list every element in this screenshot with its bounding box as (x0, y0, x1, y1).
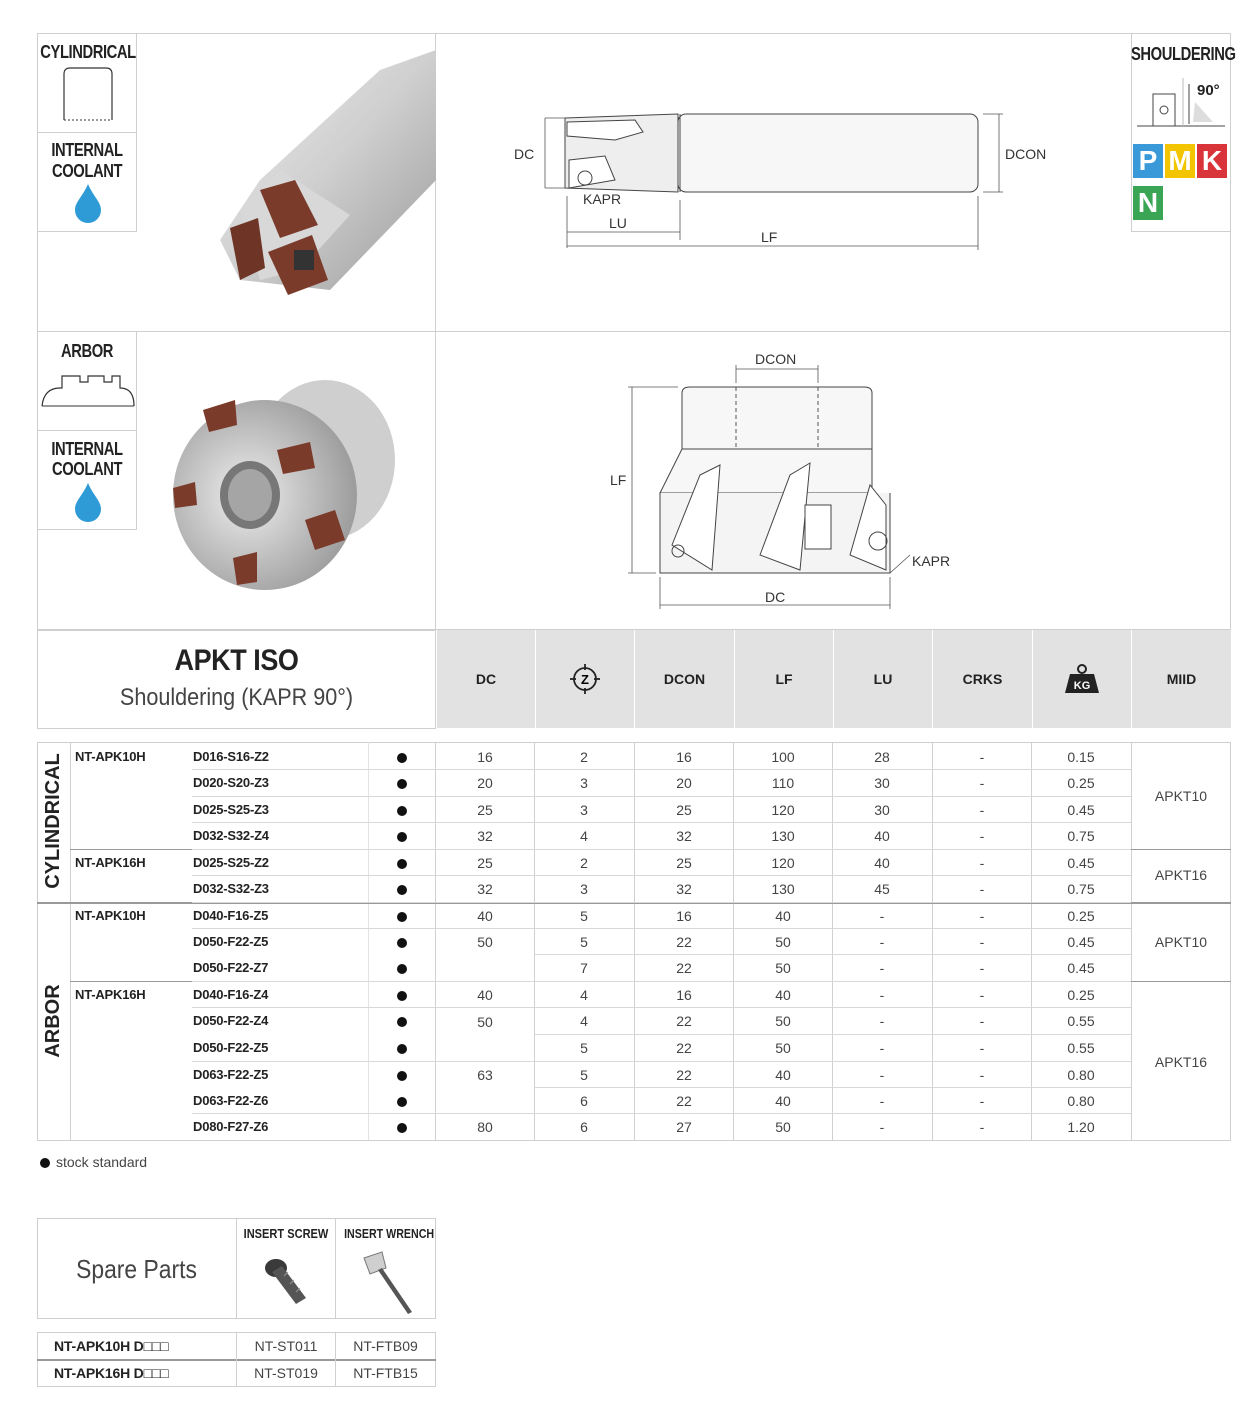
cell-lu: 28 (874, 749, 890, 765)
cell-z: 6 (580, 1093, 588, 1109)
cell-dcon: 22 (676, 1093, 692, 1109)
spare-row-name: NT-APK16H D□□□ (54, 1365, 169, 1381)
row-code: D032-S32-Z4 (193, 828, 269, 843)
cell-lu: - (879, 934, 885, 950)
cell-crks: - (979, 1040, 985, 1056)
row-code: D063-F22-Z5 (193, 1067, 269, 1082)
cell-z: 6 (580, 1119, 588, 1135)
cell-dcon: 27 (676, 1119, 692, 1135)
arbor-kapr-label: KAPR (912, 553, 951, 569)
row-divider (192, 875, 1131, 876)
row-divider (192, 769, 1131, 770)
cell-kg: 0.75 (1067, 828, 1095, 844)
cell-z: 5 (580, 1067, 588, 1083)
stock-dot (397, 832, 407, 842)
cell-lu: - (879, 908, 885, 924)
dc-label: DC (514, 146, 535, 162)
cell-crks: - (979, 881, 985, 897)
row-divider (192, 1061, 1131, 1062)
svg-text:KG: KG (1073, 680, 1091, 692)
cell-crks: - (979, 987, 985, 1003)
row-divider (534, 1034, 1131, 1035)
cell-z: 5 (580, 908, 588, 924)
material-n: N (1133, 186, 1163, 220)
cell-kg: 0.45 (1067, 960, 1095, 976)
cell-dc: 80 (477, 1119, 493, 1135)
cell-lu: - (879, 987, 885, 1003)
cell-lf: 50 (775, 1119, 791, 1135)
arbor-dcon-label: DCON (755, 351, 797, 367)
row-divider (192, 902, 1131, 903)
cell-crks: - (979, 802, 985, 818)
cell-z: 2 (580, 749, 588, 765)
arbor-tool-image (165, 370, 405, 600)
row-code: D032-S32-Z3 (193, 881, 269, 896)
cell-dc: 63 (477, 1067, 493, 1083)
cell-lu: 45 (874, 881, 890, 897)
cell-crks: - (979, 1013, 985, 1029)
stock-dot (397, 1017, 407, 1027)
row-code: D050-F22-Z5 (193, 1040, 269, 1055)
material-m: M (1165, 144, 1195, 178)
cell-dcon: 22 (676, 1040, 692, 1056)
table-title: APKT ISO (174, 644, 299, 677)
cell-lf: 50 (775, 1040, 791, 1056)
stock-dot (397, 912, 407, 922)
row-code: D020-S20-Z3 (193, 775, 269, 790)
header-crks: CRKS (932, 630, 1032, 728)
row-code: D040-F16-Z5 (193, 908, 269, 923)
cell-z: 4 (580, 828, 588, 844)
header-z (535, 630, 634, 728)
cell-lu: - (879, 1067, 885, 1083)
cell-z: 5 (580, 1040, 588, 1056)
material-k: K (1197, 144, 1227, 178)
row-divider (192, 1007, 1131, 1008)
arbor-dimension-drawing (600, 345, 980, 615)
arbor-dc-label: DC (765, 589, 786, 605)
cell-lu: 40 (874, 855, 890, 871)
insert-screw-header: INSERT SCREW (243, 1226, 329, 1241)
flutes-icon (570, 664, 600, 694)
cell-lf: 100 (771, 749, 795, 765)
cell-kg: 1.20 (1067, 1119, 1095, 1135)
section-cylindrical: CYLINDRICAL (42, 753, 64, 889)
cell-kg: 0.25 (1067, 987, 1095, 1003)
table-subtitle: Shouldering (KAPR 90°) (119, 684, 354, 711)
cell-z: 3 (580, 802, 588, 818)
row-divider (534, 954, 1131, 955)
cell-lf: 40 (775, 987, 791, 1003)
legend-dot (40, 1158, 50, 1168)
row-code: D080-F27-Z6 (193, 1119, 269, 1134)
cylindrical-dimension-drawing (505, 100, 1065, 260)
stock-dot (397, 991, 407, 1001)
weight-icon (1064, 664, 1100, 694)
row-code: D063-F22-Z6 (193, 1093, 269, 1108)
cell-lu: - (879, 1040, 885, 1056)
spare-parts-title: Spare Parts (76, 1254, 197, 1284)
cell-lf: 110 (771, 775, 795, 791)
cell-z: 4 (580, 987, 588, 1003)
group-name: NT-APK16H (75, 987, 146, 1002)
cell-dcon: 32 (676, 828, 692, 844)
cell-crks: - (979, 960, 985, 976)
row-divider (192, 928, 1131, 929)
cylindrical-shank-icon (60, 64, 116, 126)
cell-dcon: 22 (676, 934, 692, 950)
miid-cell: APKT10 (1154, 788, 1208, 804)
row-divider (534, 1087, 1131, 1088)
cell-lf: 40 (775, 908, 791, 924)
cell-dc: 32 (477, 828, 493, 844)
stock-dot (397, 885, 407, 895)
dcon-label: DCON (1005, 146, 1047, 162)
cell-dc: 16 (477, 749, 493, 765)
header-miid: MIID (1131, 630, 1231, 728)
coolant-label-1: INTERNAL (51, 140, 123, 160)
row-code: D016-S16-Z2 (193, 749, 269, 764)
cell-lf: 50 (775, 960, 791, 976)
header-lf: LF (734, 630, 833, 728)
spare-row-screw: NT-ST019 (254, 1365, 318, 1381)
miid-cell: APKT10 (1154, 934, 1208, 950)
cell-lu: - (879, 960, 885, 976)
stock-dot (397, 938, 407, 948)
row-code: D040-F16-Z4 (193, 987, 269, 1002)
spare-row-wrench: NT-FTB09 (353, 1338, 418, 1354)
coolant-drop-icon (73, 182, 103, 224)
row-code: D050-F22-Z5 (193, 934, 269, 949)
cell-lu: 40 (874, 828, 890, 844)
row-divider (192, 981, 1131, 982)
cell-dc: 50 (477, 934, 493, 950)
cell-lf: 50 (775, 934, 791, 950)
cylindrical-label: CYLINDRICAL (40, 42, 136, 62)
cell-dcon: 32 (676, 881, 692, 897)
cell-dc: 32 (477, 881, 493, 897)
cylindrical-tool-image (200, 40, 436, 300)
cell-crks: - (979, 934, 985, 950)
cell-kg: 0.45 (1067, 855, 1095, 871)
group-name: NT-APK10H (75, 749, 146, 764)
arbor-lf-label: LF (610, 472, 627, 488)
cell-dcon: 20 (676, 775, 692, 791)
row-divider (192, 822, 1131, 823)
cell-kg: 0.25 (1067, 908, 1095, 924)
cell-dc: 40 (477, 908, 493, 924)
cell-kg: 0.15 (1067, 749, 1095, 765)
kapr-label: KAPR (583, 191, 622, 207)
cell-lf: 40 (775, 1093, 791, 1109)
cell-dcon: 16 (676, 908, 692, 924)
cell-kg: 0.80 (1067, 1067, 1095, 1083)
row-divider (192, 1113, 1131, 1114)
row-code: D025-S25-Z2 (193, 855, 269, 870)
row-code: D025-S25-Z3 (193, 802, 269, 817)
cell-crks: - (979, 1067, 985, 1083)
legend-text: stock standard (56, 1154, 148, 1170)
cell-dc: 50 (477, 1014, 493, 1030)
cell-lu: - (879, 1119, 885, 1135)
row-divider (192, 849, 1131, 850)
row-code: D050-F22-Z4 (193, 1013, 269, 1028)
stock-dot (397, 1123, 407, 1133)
arbor-label: ARBOR (60, 341, 114, 361)
cell-lf: 130 (771, 881, 795, 897)
lu-label: LU (609, 215, 627, 231)
cell-lf: 120 (771, 802, 795, 818)
cell-lu: 30 (874, 775, 890, 791)
stock-dot (397, 1044, 407, 1054)
arbor-icon (40, 366, 136, 412)
col-line (70, 742, 71, 1140)
cell-crks: - (979, 855, 985, 871)
coolant-label-2: COOLANT (51, 161, 123, 181)
spare-row-name: NT-APK10H D□□□ (54, 1338, 169, 1354)
cell-dc: 40 (477, 987, 493, 1003)
cell-kg: 0.80 (1067, 1093, 1095, 1109)
stock-dot (397, 1071, 407, 1081)
col-line (335, 1218, 336, 1319)
cell-dc: 20 (477, 775, 493, 791)
group-name: NT-APK10H (75, 908, 146, 923)
stock-dot (397, 779, 407, 789)
col-line (236, 1218, 237, 1319)
stock-dot (397, 964, 407, 974)
material-p: P (1133, 144, 1163, 178)
cell-crks: - (979, 775, 985, 791)
cell-z: 5 (580, 934, 588, 950)
cell-dc: 25 (477, 855, 493, 871)
arbor-coolant-drop-icon (73, 481, 103, 523)
cell-z: 2 (580, 855, 588, 871)
miid-cell: APKT16 (1154, 867, 1208, 883)
stock-dot (397, 1097, 407, 1107)
arbor-coolant-label-1: INTERNAL (51, 439, 123, 459)
arbor-coolant-label-2: COOLANT (51, 459, 123, 479)
cell-z: 4 (580, 1013, 588, 1029)
group-name: NT-APK16H (75, 855, 146, 870)
shouldering-label: SHOULDERING (1130, 44, 1236, 64)
header-dc: DC (436, 630, 535, 728)
header-kg (1032, 630, 1131, 728)
stock-dot (397, 806, 407, 816)
lf-label: LF (761, 229, 778, 245)
row-divider (192, 796, 1131, 797)
header-lu: LU (833, 630, 932, 728)
cell-dc: 25 (477, 802, 493, 818)
row-code: D050-F22-Z7 (193, 960, 269, 975)
cell-crks: - (979, 1119, 985, 1135)
cell-dcon: 25 (676, 855, 692, 871)
cell-lf: 130 (771, 828, 795, 844)
spare-row-screw: NT-ST011 (254, 1338, 318, 1354)
cell-lu: 30 (874, 802, 890, 818)
cell-lf: 40 (775, 1067, 791, 1083)
miid-cell: APKT16 (1154, 1054, 1208, 1070)
cell-dcon: 22 (676, 1013, 692, 1029)
cell-crks: - (979, 908, 985, 924)
cell-kg: 0.45 (1067, 802, 1095, 818)
cell-dcon: 25 (676, 802, 692, 818)
cell-lf: 120 (771, 855, 795, 871)
cell-dcon: 16 (676, 749, 692, 765)
col-line (368, 742, 369, 1140)
cell-lu: - (879, 1093, 885, 1109)
cell-kg: 0.55 (1067, 1013, 1095, 1029)
cell-kg: 0.45 (1067, 934, 1095, 950)
angle-label: 90° (1197, 82, 1220, 99)
cell-z: 3 (580, 775, 588, 791)
cell-crks: - (979, 1093, 985, 1109)
cell-crks: - (979, 828, 985, 844)
stock-dot (397, 753, 407, 763)
cell-crks: - (979, 749, 985, 765)
cell-z: 7 (580, 960, 588, 976)
header-dcon: DCON (634, 630, 734, 728)
wrench-icon (360, 1250, 416, 1316)
cell-kg: 0.55 (1067, 1040, 1095, 1056)
screw-icon (262, 1254, 312, 1308)
section-arbor: ARBOR (42, 984, 64, 1058)
svg-text:Z: Z (581, 672, 589, 687)
cell-dcon: 16 (676, 987, 692, 1003)
spare-row-wrench: NT-FTB15 (353, 1365, 418, 1381)
cell-kg: 0.75 (1067, 881, 1095, 897)
cell-lu: - (879, 1013, 885, 1029)
cell-dcon: 22 (676, 960, 692, 976)
cell-z: 3 (580, 881, 588, 897)
cell-lf: 50 (775, 1013, 791, 1029)
cell-kg: 0.25 (1067, 775, 1095, 791)
insert-wrench-header: INSERT WRENCH (344, 1226, 435, 1241)
stock-dot (397, 859, 407, 869)
cell-dcon: 22 (676, 1067, 692, 1083)
